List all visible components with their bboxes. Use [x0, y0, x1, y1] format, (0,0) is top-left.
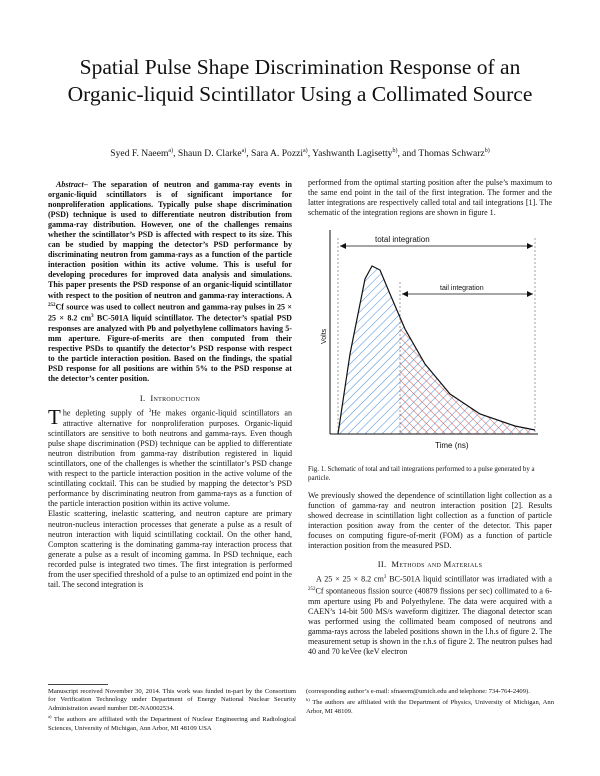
abstract-lead: Abstract	[56, 180, 84, 189]
footnote-text: The authors are affiliated with the Department of Nuclear Engineering and Radiological Sciences, University of Michigan, Ann Arbor, MI 48109 USA	[48, 716, 296, 732]
author-affiliation: a)	[303, 148, 308, 154]
author-name: Shaun D. Clarke	[177, 148, 242, 160]
author-affiliation: a)	[168, 148, 174, 154]
abstract-superscript: 252	[48, 302, 56, 308]
drop-cap: T	[48, 405, 61, 430]
integration-schematic	[320, 224, 540, 456]
intro-paragraph-2: Elastic scattering, inelastic scattering, and neutron capture are primary neutron-nucleus interaction processes that generate a pulse as a result of neutron interaction with liquid scintillating cocktail. On the other hand, Compton scattering is the dominating gamma-ray interaction process that generate a pulse as a result of incoming gamma. In PSD technique, each recorded pulse is integrated two times. The first integration is performed from the user specified threshold of a pulse to an optimized end point in the tail. The second integration is	[48, 509, 292, 589]
author-separator: ,	[307, 148, 313, 160]
abstract-text: Cf source was used to collect neutron and gamma-ray pulses in 25 × 25 × 8.2 cm	[48, 302, 292, 323]
methods-paragraph	[308, 573, 552, 657]
footnote-text: The authors are affiliated with the Department of Physics, University of Michigan, Ann Arbor, MI 48109.	[306, 699, 554, 715]
section-heading-introduction	[48, 393, 292, 403]
methods-text: BC-501A liquid scintillator was irradiated with a	[386, 575, 552, 584]
right-paragraph-2: We previously showed the dependence of scintillation light collection as a function of gamma-ray and neutron interaction position [2]. Results showed decrease in scintillation light collection as a function of particle interaction position away from the center of the detector. This paper focuses on computing figure-of-merit (FOM) as a function of particle interaction position from the measured PSD.	[308, 491, 552, 551]
section-heading-methods	[308, 559, 552, 569]
footnote-rule	[48, 684, 108, 685]
section-number: II.	[377, 559, 387, 570]
author-separator: ,	[246, 148, 252, 160]
abstract	[48, 180, 292, 384]
intro-paragraph	[48, 407, 292, 509]
footnote-contact: (corresponding author’s e-mail: sfnaeem@umich.edu and telephone: 734-764-2409).	[306, 688, 530, 695]
footnote-marker: a)	[48, 714, 52, 720]
author-list	[30, 148, 570, 159]
author-separator: ,	[397, 148, 403, 160]
author-separator: ,	[173, 148, 178, 160]
abstract-text: – The separation of neutron and gamma-ray events in organic-liquid scintillators is of significant importance for nonproliferation applications. Typically pulse shape discrimination (PSD) technique is used to differentiate neutron distribution from gamma-ray distribution. However, one of the challenges remains whether the scintillator’s PSD is affected with respect to its size. This can be studied by mapping the detector’s PSD performance by discriminating neutron from gamma-rays as a function of the particle interaction position within its active volume. This is useful for developing procedures for improved data analysis and simulations. This paper presents the PSD response of an organic-liquid scintillator with respect to the position of neutron and gamma-ray interactions. A	[48, 180, 292, 300]
figure-caption: Fig. 1. Schematic of total and tail integrations performed to a pulse generated by a particle.	[308, 466, 535, 482]
author-and: and	[402, 148, 417, 160]
methods-superscript: 252	[308, 587, 316, 593]
abstract-superscript: 3	[91, 314, 94, 320]
section-title: Introduction	[150, 393, 201, 404]
intro-text: He makes organic-liquid scintillators an attractive alternative for nonproliferation purposes. Organic-liquid scintillators are sensitive to both neutrons and gamma-rays. Even though pulse shape discrimination (PSD) technique can be applied to differentiate neutron distribution from gamma-ray distribution registered in liquid scintillators, one of the challenges is whether the scintillator’s PSD change with respect to the particle interaction position in the active volume of the scintillating cocktail. This can be studied by mapping the detector’s PSD performance by discriminating neutron from gamma-rays as a function of the particle interaction position within its active volume.	[48, 409, 292, 509]
tail-integration-label: tail integration	[440, 285, 484, 293]
author-affiliation: a)	[241, 148, 247, 154]
methods-text: A 25 × 25 × 8.2 cm	[316, 575, 384, 584]
paper-title: Spatial Pulse Shape Discrimination Response of an Organic-liquid Scintillator Using a Collimated Source	[67, 55, 533, 106]
methods-superscript: 3	[383, 575, 387, 581]
footnote-manuscript: Manuscript received November 30, 2014. This work was funded in-part by the Consortium for Verification Technology under Department of Energy National Nuclear Security Administration award number DE-NA0002534.	[48, 688, 296, 712]
footnote-affiliation-a	[48, 713, 296, 733]
x-axis-label: Time (ns)	[435, 441, 469, 451]
figure-1	[308, 224, 552, 464]
section-number: I.	[139, 393, 146, 404]
footnote-right	[306, 688, 554, 716]
author-name: Sara A. Pozzi	[251, 148, 304, 160]
footnote-affiliation-b	[306, 696, 554, 716]
intro-text: he depleting supply of	[62, 409, 149, 418]
author-affiliation: b)	[392, 148, 398, 154]
footnote-marker: b)	[306, 697, 310, 703]
author-name: Syed F. Naeem	[110, 148, 169, 160]
author-name: Yashwanth Lagisetty	[312, 148, 393, 160]
y-axis-label: Volts	[321, 329, 328, 345]
author-name: Thomas Schwarz	[418, 148, 485, 160]
section-title: Methods and Materials	[391, 559, 483, 570]
left-column	[48, 180, 292, 590]
right-column	[308, 178, 552, 657]
methods-text: Cf spontaneous fission source (40879 fissions per sec) collimated to a 6-mm aperture using Pb and Polyethylene. The data were acquired with a CAEN’s 14-bit 500 MS/s waveform digitizer. The diagonal detector scan was performed using the collimated beam composed of neutrons and gamma-rays across the labeled positions shown in the l.h.s of figure 2. The measurement setup is shown in the r.h.s of figure 2. The neutron pulses had 40 and 70 keVee (keV electron	[308, 586, 552, 656]
author-affiliation: b)	[484, 148, 490, 154]
intro-superscript: 3	[148, 409, 152, 415]
total-integration-label: total integration	[375, 235, 430, 245]
right-paragraph-1: performed from the optimal starting position after the pulse’s maximum to the same end point in the tail of the first integration. The former and the latter integrations are respectively called total and tail integrations [1]. The schematic of the integration regions are shown in figure 1.	[308, 178, 552, 218]
footnote-left	[48, 688, 296, 733]
abstract-text: BC-501A liquid scintillator. The detector’s spatial PSD responses are analyzed with Pb and polyethylene collimators having 5-mm aperture. Figure-of-merits are then computed from their respective PSDs to quantify the detector’s PSD response with respect to the particle interaction position. Based on the findings, the spatial PSD response for all positions are within 5% to the PSD response at the detector’s center position.	[48, 313, 292, 384]
